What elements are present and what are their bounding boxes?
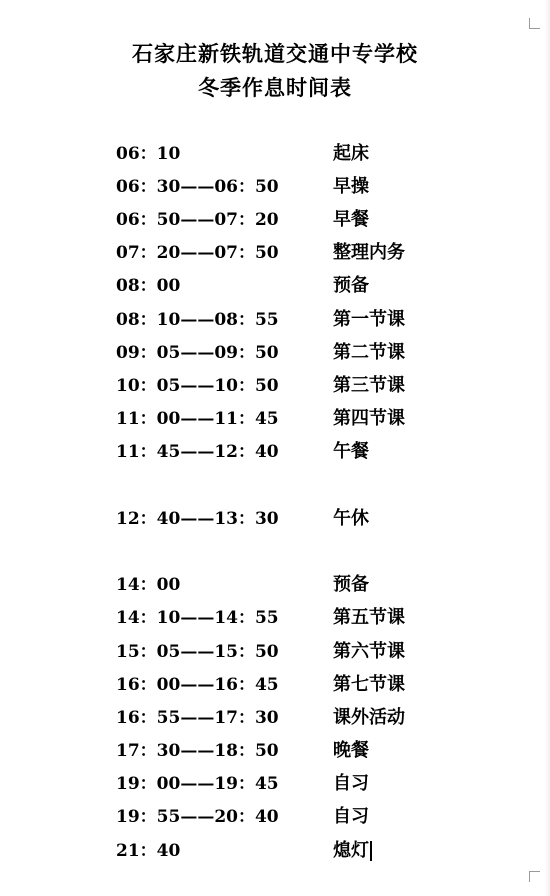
schedule-time: 08：10——08：55 (116, 310, 279, 330)
schedule-time: 12：40——13：30 (116, 509, 279, 529)
schedule-activity: 第六节课 (333, 641, 405, 662)
schedule-activity: 课外活动 (333, 707, 405, 728)
schedule-time: 06：10 (116, 144, 181, 164)
schedule-row (0, 771, 550, 797)
schedule-row (0, 439, 550, 465)
schedule-time: 11：45——12：40 (116, 442, 279, 462)
schedule-activity: 晚餐 (333, 740, 369, 761)
schedule-time: 16：55——17：30 (116, 708, 279, 728)
schedule-time: 19：55——20：40 (116, 807, 279, 827)
schedule-row (0, 804, 550, 830)
schedule-row (0, 639, 550, 665)
schedule-activity: 第二节课 (333, 342, 405, 363)
schedule-time: 06：50——07：20 (116, 210, 279, 230)
schedule-time: 11：00——11：45 (116, 409, 279, 429)
schedule-row (0, 207, 550, 233)
schedule-activity: 自习 (333, 806, 369, 827)
schedule-activity: 预备 (333, 574, 369, 595)
schedule-time: 10：05——10：50 (116, 376, 279, 396)
text-cursor (370, 841, 372, 861)
schedule-row (0, 705, 550, 731)
school-name-title: 石家庄新铁轨道交通中专学校 (132, 41, 418, 66)
schedule-activity-text: 熄灯 (333, 840, 369, 861)
schedule-activity: 整理内务 (333, 242, 405, 263)
schedule-row (0, 340, 550, 366)
schedule-activity: 第五节课 (333, 607, 405, 628)
schedule-row (0, 406, 550, 432)
schedule-activity: 午餐 (333, 441, 369, 462)
schedule-time: 09：05——09：50 (116, 343, 279, 363)
schedule-activity: 第一节课 (333, 309, 405, 330)
schedule-time: 14：00 (116, 575, 181, 595)
schedule-row (0, 572, 550, 598)
schedule-row (0, 605, 550, 631)
schedule-title: 冬季作息时间表 (198, 75, 352, 100)
schedule-row (0, 240, 550, 266)
schedule-row (0, 672, 550, 698)
schedule-time: 14：10——14：55 (116, 608, 279, 628)
schedule-activity: 起床 (333, 143, 369, 164)
schedule-activity-editing[interactable] (333, 838, 372, 864)
schedule-activity: 第四节课 (333, 408, 405, 429)
schedule-activity: 早餐 (333, 209, 369, 230)
schedule-activity: 午休 (333, 508, 369, 529)
schedule-time: 07：20——07：50 (116, 243, 279, 263)
schedule-row (0, 307, 550, 333)
schedule-row (0, 838, 550, 864)
schedule-row (0, 141, 550, 167)
schedule-time: 06：30——06：50 (116, 177, 279, 197)
schedule-time: 17：30——18：50 (116, 741, 279, 761)
schedule-activity: 早操 (333, 176, 369, 197)
schedule-time: 21：40 (116, 841, 181, 861)
schedule-activity: 第三节课 (333, 375, 405, 396)
schedule-row (0, 273, 550, 299)
schedule-activity: 自习 (333, 773, 369, 794)
schedule-row (0, 373, 550, 399)
schedule-activity: 第七节课 (333, 674, 405, 695)
schedule-time: 15：05——15：50 (116, 642, 279, 662)
schedule-time: 16：00——16：45 (116, 675, 279, 695)
schedule-time: 19：00——19：45 (116, 774, 279, 794)
schedule-activity: 预备 (333, 275, 369, 296)
schedule-row (0, 738, 550, 764)
schedule-row (0, 506, 550, 532)
schedule-row (0, 174, 550, 200)
schedule-time: 08：00 (116, 276, 181, 296)
